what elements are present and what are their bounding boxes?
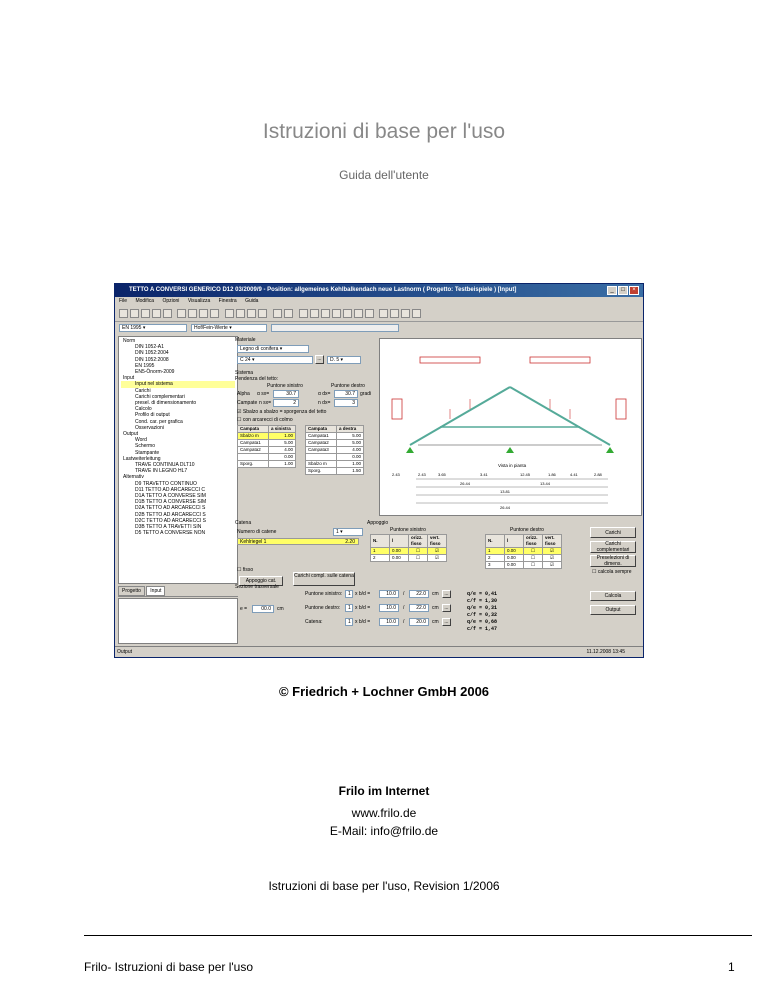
table-cell[interactable]: 3 bbox=[486, 562, 505, 569]
numero-catene-label: Numero di catene bbox=[237, 529, 277, 535]
result-line: c/f = 0,32 bbox=[467, 612, 498, 618]
preselezioni-button[interactable]: Preselezioni di dimens. bbox=[590, 555, 636, 567]
carichi-complementari-button[interactable]: Carichi complementari bbox=[590, 541, 636, 553]
diagram-label: 3.65 bbox=[438, 472, 446, 477]
sezione-row-label: Puntone sinistro: bbox=[305, 591, 343, 597]
fisso-check[interactable]: ☐ fisso bbox=[237, 567, 254, 573]
slash: / bbox=[403, 605, 405, 611]
result-line: q/e = 0,31 bbox=[467, 605, 498, 611]
sezione-b-input[interactable]: 10.0 bbox=[379, 604, 399, 612]
diagram-label: 2.43 bbox=[392, 472, 400, 477]
table-row[interactable] bbox=[238, 454, 296, 461]
appoggio-cat-button[interactable]: Appoggio cat. bbox=[239, 576, 283, 586]
tree-item[interactable]: EN5-Önorm-2009 bbox=[135, 369, 175, 376]
table-cell[interactable]: 0.00 bbox=[390, 555, 409, 562]
material-values-select[interactable]: Hof/Fein-Werte ▾ bbox=[191, 324, 267, 332]
table-row[interactable] bbox=[306, 433, 364, 440]
diagram-label: 12.45 bbox=[520, 472, 531, 477]
tree-item[interactable]: DIN 1052:2004 bbox=[135, 350, 169, 357]
menubar bbox=[115, 297, 643, 306]
result-line: q/e = 0,68 bbox=[467, 619, 498, 625]
status-right: 11.12.2008 13:45 bbox=[586, 649, 625, 655]
tree-item[interactable]: Carichi bbox=[135, 387, 151, 394]
tree-item[interactable]: TRAVE CONTINUA DLT10 bbox=[135, 462, 195, 469]
n-dx-label: n dx= bbox=[318, 400, 331, 406]
norm-select[interactable]: EN 1995 ▾ bbox=[119, 324, 187, 332]
table-row[interactable] bbox=[371, 548, 447, 555]
result-line: c/f = 1,30 bbox=[467, 598, 498, 604]
tree-item[interactable]: Cond. car. per grafica bbox=[135, 418, 183, 425]
tree-item[interactable]: DIN 1052:2008 bbox=[135, 356, 169, 363]
tree-item[interactable]: EN 1995 bbox=[135, 362, 155, 369]
sezione-unit: cm bbox=[432, 619, 439, 625]
table-cell[interactable]: Sporg. bbox=[306, 468, 337, 475]
tree-item[interactable]: Word bbox=[135, 437, 147, 444]
e-unit: cm bbox=[277, 606, 284, 612]
tree-item[interactable]: DIN 1052-A1 bbox=[135, 344, 164, 351]
copyright: © Friedrich + Lochner GmbH 2006 bbox=[278, 684, 490, 699]
appoggio-sin-label: Puntone sinistro bbox=[390, 527, 426, 533]
sezione-bd-label: x b/d = bbox=[355, 605, 371, 611]
table-cell[interactable]: 0.00 bbox=[337, 454, 364, 461]
diagram-label: 2.43 bbox=[418, 472, 426, 477]
tree-item[interactable]: Schermo bbox=[135, 443, 156, 450]
catena-label: Catena bbox=[235, 520, 252, 526]
roof-diagram bbox=[379, 338, 642, 516]
sezione-b-input[interactable]: 10.0 bbox=[379, 618, 399, 626]
tree-item[interactable]: TRAVE IN LEGNO HL7 bbox=[135, 468, 188, 475]
print-icon[interactable] bbox=[152, 309, 161, 318]
tree-item[interactable]: D2C TETTO AD ARCARECCI S bbox=[135, 517, 206, 524]
search-icon[interactable] bbox=[284, 309, 293, 318]
table-cell[interactable]: 0.00 bbox=[269, 454, 296, 461]
sezione-n-input[interactable]: 1 bbox=[345, 618, 353, 626]
alpha-label: Alpha bbox=[237, 391, 250, 397]
tree-item[interactable]: presel. di dimensionamento bbox=[135, 400, 197, 407]
table-header: a sinistra bbox=[269, 426, 296, 433]
table-cell[interactable]: 0.00 bbox=[505, 555, 524, 562]
app-screenshot bbox=[114, 283, 644, 658]
menu-modifica[interactable]: Modifica bbox=[135, 298, 155, 304]
table-cell[interactable]: Campata2 bbox=[238, 447, 269, 454]
table-header: Campata bbox=[238, 426, 269, 433]
tree-item[interactable]: D1B TETTO A CONVERSE SIM bbox=[135, 499, 207, 506]
tree-item[interactable]: Output bbox=[123, 431, 139, 438]
tool1-icon[interactable] bbox=[379, 309, 388, 318]
table-row[interactable] bbox=[306, 468, 364, 475]
pendenza-label: Pendenza del tetto: bbox=[235, 376, 279, 382]
table-cell[interactable]: 5.00 bbox=[337, 433, 364, 440]
arcarecci-check[interactable]: ☐ con arcarecci di colmo bbox=[237, 417, 293, 423]
grade-browse-button[interactable]: ... bbox=[315, 355, 324, 364]
puntone-des-label: Puntone destro bbox=[331, 383, 365, 389]
checkbox-cell[interactable]: ☑ bbox=[543, 548, 562, 555]
table-cell[interactable]: 0.00 bbox=[390, 548, 409, 555]
menu-visualizza[interactable]: Visualizza bbox=[187, 298, 211, 304]
menu-finestra[interactable]: Finestra bbox=[218, 298, 237, 304]
table-row[interactable] bbox=[306, 447, 364, 454]
checkbox-cell[interactable]: ☑ bbox=[543, 555, 562, 562]
status-left: Output bbox=[117, 649, 133, 655]
tree-item[interactable]: Input nel sistema bbox=[121, 381, 235, 387]
tree-item[interactable]: D5 TETTO A CONVERSE NON bbox=[135, 530, 206, 537]
diagram-label: 1.86 bbox=[548, 472, 556, 477]
calcola-sempre-check[interactable]: ☐ calcola sempre bbox=[592, 569, 632, 575]
undo-icon[interactable] bbox=[210, 309, 219, 318]
cut-icon[interactable] bbox=[177, 309, 186, 318]
diagram-label: 13.81 bbox=[500, 489, 511, 494]
numero-catene-select[interactable]: 1 ▾ bbox=[333, 528, 363, 536]
table-cell[interactable]: 0.00 bbox=[505, 548, 524, 555]
load-icon[interactable] bbox=[365, 309, 374, 318]
table-row[interactable] bbox=[306, 440, 364, 447]
sezione-b-input[interactable]: 10.0 bbox=[379, 590, 399, 598]
table-row[interactable] bbox=[371, 555, 447, 562]
table-cell[interactable]: 1 bbox=[486, 548, 505, 555]
sezione-n-input[interactable]: 1 bbox=[345, 604, 353, 612]
appoggio-label: Appoggio bbox=[367, 520, 389, 526]
sezione-d-input[interactable]: 22.0 bbox=[409, 590, 429, 598]
tree-item[interactable]: Input bbox=[123, 375, 135, 382]
table-header: Campata bbox=[306, 426, 337, 433]
carichi-catena-button[interactable]: Carichi compl. sulle catena bbox=[293, 572, 355, 586]
diagram-label: 26.44 bbox=[500, 505, 511, 510]
empty-select[interactable] bbox=[271, 324, 399, 332]
website-link[interactable]: www.frilo.de bbox=[351, 806, 417, 820]
table-cell[interactable]: Sbalzo m bbox=[238, 433, 269, 440]
sezione-label: Sezione trasversale bbox=[235, 584, 279, 590]
table-row[interactable] bbox=[306, 461, 364, 468]
table-cell[interactable]: Campata1 bbox=[306, 433, 337, 440]
navigation-tree bbox=[118, 336, 238, 584]
zoom-icon[interactable] bbox=[273, 309, 282, 318]
e-label: e = bbox=[240, 606, 248, 612]
sezione-row-label: Catena: bbox=[305, 619, 323, 625]
tree-item[interactable]: Lastweiterleitung bbox=[123, 455, 161, 462]
e-input[interactable]: 00.0 bbox=[252, 605, 274, 613]
sezione-unit: cm bbox=[432, 605, 439, 611]
maximize-icon[interactable]: □ bbox=[618, 286, 628, 295]
table-row[interactable] bbox=[238, 440, 296, 447]
alpha-sx-label: α sx= bbox=[257, 391, 270, 397]
frilo-heading: Frilo im Internet bbox=[338, 784, 430, 798]
tree-item[interactable]: D2A TETTO AD ARCARECCI S bbox=[135, 505, 206, 512]
diagram-label: 2.88 bbox=[594, 472, 602, 477]
sezione-n-input[interactable]: 1 bbox=[345, 590, 353, 598]
table-cell[interactable]: 2 bbox=[486, 555, 505, 562]
alpha-dx-label: α dx= bbox=[318, 391, 331, 397]
table-cell[interactable]: Sbalzo m bbox=[306, 461, 337, 468]
sezione-browse-button[interactable]: ... bbox=[442, 590, 451, 598]
alpha-unit: gradi bbox=[360, 391, 372, 397]
screen-icon[interactable] bbox=[258, 309, 267, 318]
table-header: vert. fisso bbox=[543, 535, 562, 548]
menu-file[interactable]: File bbox=[119, 298, 128, 304]
sezione-d-input[interactable]: 20.0 bbox=[409, 618, 429, 626]
new-icon[interactable] bbox=[119, 309, 128, 318]
menu-guida[interactable]: Guida bbox=[245, 298, 259, 304]
tree-item[interactable]: Osservazioni bbox=[135, 424, 164, 431]
table-cell[interactable]: 0.00 bbox=[505, 562, 524, 569]
sezione-bd-label: x b/d = bbox=[355, 619, 371, 625]
n-dx-input[interactable]: 3 bbox=[334, 399, 358, 407]
tab-input[interactable]: Input bbox=[146, 586, 165, 596]
tree-item[interactable]: Profilo di output bbox=[135, 412, 170, 419]
sistema-label: Sistema bbox=[235, 370, 254, 376]
alpha-sx-input[interactable]: 30.7 bbox=[273, 390, 299, 398]
result-line: c/f = 1,47 bbox=[467, 626, 498, 632]
output-button[interactable]: Output bbox=[590, 605, 636, 615]
slash: / bbox=[403, 619, 405, 625]
table-cell[interactable]: 4.00 bbox=[269, 447, 296, 454]
preview-icon[interactable] bbox=[163, 309, 172, 318]
diagram-label: 3.41 bbox=[480, 472, 488, 477]
document-title: Istruzioni di base per l'uso bbox=[262, 120, 506, 143]
tree-item[interactable]: D1A TETTO A CONVERSE SIM bbox=[135, 493, 206, 500]
appoggio-des-label: Puntone destro bbox=[510, 527, 544, 533]
paste-icon[interactable] bbox=[199, 309, 208, 318]
diagram-label: 26.44 bbox=[460, 481, 471, 486]
roof-drawing bbox=[380, 339, 641, 515]
app-title: TETTO A CONVERSI GENERICO D12 03/2009/9 - Position: allgemeines Kehlbalkendach neue Lastnorm ( Progetto: Testbeispiele ) [Input] bbox=[129, 287, 517, 293]
table-cell[interactable] bbox=[238, 454, 269, 461]
table-cell[interactable]: 1 bbox=[371, 548, 390, 555]
appoggio-left-table bbox=[370, 534, 447, 562]
close-icon[interactable]: × bbox=[629, 286, 639, 295]
table-cell[interactable]: Sporg. bbox=[238, 461, 269, 468]
checkbox-cell[interactable]: ☐ bbox=[524, 555, 543, 562]
table-cell[interactable]: 1.50 bbox=[337, 468, 364, 475]
table-cell[interactable]: 1.00 bbox=[269, 461, 296, 468]
span-right-table bbox=[305, 425, 364, 475]
m-icon[interactable] bbox=[321, 309, 330, 318]
sezione-d-input[interactable]: 22.0 bbox=[409, 604, 429, 612]
result-line: q/e = 0,41 bbox=[467, 591, 498, 597]
info-pane bbox=[118, 598, 238, 644]
table-cell[interactable]: 5.00 bbox=[269, 440, 296, 447]
table-row[interactable] bbox=[486, 555, 562, 562]
table-header: l bbox=[390, 535, 409, 548]
checkbox-cell[interactable]: ☑ bbox=[428, 555, 447, 562]
table-row[interactable] bbox=[486, 548, 562, 555]
copy-icon[interactable] bbox=[188, 309, 197, 318]
table-cell[interactable] bbox=[306, 454, 337, 461]
table-row[interactable] bbox=[486, 562, 562, 569]
table-header: N. bbox=[486, 535, 505, 548]
tree-tabs bbox=[118, 586, 238, 597]
table-header: vert. fisso bbox=[428, 535, 447, 548]
grade-select[interactable]: C 24 ▾ bbox=[237, 356, 313, 364]
tool3-icon[interactable] bbox=[401, 309, 410, 318]
table-header: l bbox=[505, 535, 524, 548]
output-icon[interactable] bbox=[236, 309, 245, 318]
tab-progetto[interactable]: Progetto bbox=[118, 586, 145, 596]
tree-item[interactable]: D2B TETTO AD ARCARECCI S bbox=[135, 511, 206, 518]
campate-label: Campate bbox=[237, 400, 258, 406]
status-bar bbox=[115, 646, 643, 657]
table-cell[interactable]: 2 bbox=[371, 555, 390, 562]
table-row[interactable] bbox=[238, 447, 296, 454]
tree-item[interactable]: Carichi complementari bbox=[135, 393, 185, 400]
materiale-label: Materiale bbox=[235, 337, 256, 343]
checkbox-cell[interactable]: ☐ bbox=[409, 548, 428, 555]
sezione-row-label: Puntone destro: bbox=[305, 605, 341, 611]
wood-type-select[interactable]: Legno di conifera ▾ bbox=[237, 345, 309, 353]
appoggio-right-table bbox=[485, 534, 562, 569]
tree-item[interactable]: Alternativ bbox=[123, 474, 144, 481]
sezione-unit: cm bbox=[432, 591, 439, 597]
table-cell[interactable]: 5.00 bbox=[337, 440, 364, 447]
table-header: orizz. fisso bbox=[409, 535, 428, 548]
table-row[interactable] bbox=[238, 461, 296, 468]
table-cell[interactable]: 1.00 bbox=[269, 433, 296, 440]
checkbox-cell[interactable]: ☑ bbox=[543, 562, 562, 569]
checkbox-cell[interactable]: ☐ bbox=[524, 562, 543, 569]
slash: / bbox=[403, 591, 405, 597]
document-subtitle: Guida dell'utente bbox=[339, 168, 429, 182]
toolbar bbox=[115, 307, 643, 322]
diagram-label-vista: Vista in pianta bbox=[498, 463, 527, 468]
tree-item[interactable]: Calcolo bbox=[135, 406, 152, 413]
tree-item[interactable]: D3B TETTO A TRAVETTI SIN bbox=[135, 524, 202, 531]
sezione-browse-button[interactable]: ... bbox=[442, 604, 451, 612]
n-sx-label: n sx= bbox=[259, 400, 272, 406]
app-titlebar bbox=[115, 284, 643, 297]
calc-icon[interactable] bbox=[225, 309, 234, 318]
sezione-bd-label: x b/d = bbox=[355, 591, 371, 597]
email-link[interactable]: E-Mail: info@frilo.de bbox=[329, 824, 439, 838]
dim-icon[interactable] bbox=[354, 309, 363, 318]
support-icon[interactable] bbox=[343, 309, 352, 318]
checkbox-cell[interactable]: ☑ bbox=[428, 548, 447, 555]
diagram-label: 4.41 bbox=[570, 472, 578, 477]
checkbox-cell[interactable]: ☐ bbox=[409, 555, 428, 562]
table-cell[interactable]: Campata1 bbox=[238, 440, 269, 447]
class-select[interactable]: D. 5 ▾ bbox=[327, 356, 361, 364]
calcola-button[interactable]: Calcola bbox=[590, 591, 636, 601]
n-sx-input[interactable]: 2 bbox=[273, 399, 299, 407]
menu-opzioni[interactable]: Opzioni bbox=[162, 298, 180, 304]
sezione-browse-button[interactable]: ... bbox=[442, 618, 451, 626]
results bbox=[467, 591, 497, 633]
carichi-button[interactable]: Carichi bbox=[590, 527, 636, 538]
table-row[interactable] bbox=[306, 454, 364, 461]
diagram-label: 13.44 bbox=[540, 481, 551, 486]
minimize-icon[interactable]: _ bbox=[607, 286, 617, 295]
table-cell[interactable]: Campata3 bbox=[306, 447, 337, 454]
footer-left: Frilo- Istruzioni di base per l'uso bbox=[84, 960, 254, 974]
tool4-icon[interactable] bbox=[412, 309, 421, 318]
tree-item[interactable]: Norm bbox=[123, 338, 136, 344]
tree-item[interactable]: Stampante bbox=[135, 449, 160, 456]
table-header: N. bbox=[371, 535, 390, 548]
open-icon[interactable] bbox=[130, 309, 139, 318]
table-cell[interactable]: 4.00 bbox=[337, 447, 364, 454]
table-cell[interactable]: Campata2 bbox=[306, 440, 337, 447]
tool2-icon[interactable] bbox=[390, 309, 399, 318]
q-icon[interactable] bbox=[332, 309, 341, 318]
save-icon[interactable] bbox=[141, 309, 150, 318]
table-cell[interactable]: 1.00 bbox=[337, 461, 364, 468]
catena-row[interactable]: Kehlriegel 1 2.20 bbox=[237, 538, 359, 545]
sbalzo-check[interactable]: ☑ Sbalzo a sbalzo = sporgenza del tetto bbox=[237, 409, 327, 415]
table-header: orizz. fisso bbox=[524, 535, 543, 548]
puntone-sin-label: Puntone sinistro bbox=[267, 383, 303, 389]
table-header: a destra bbox=[337, 426, 364, 433]
view-icon[interactable] bbox=[299, 309, 308, 318]
table-row[interactable] bbox=[238, 433, 296, 440]
checkbox-cell[interactable]: ☐ bbox=[524, 548, 543, 555]
page-number: 1 bbox=[728, 960, 735, 974]
word-icon[interactable] bbox=[247, 309, 256, 318]
span-left-table bbox=[237, 425, 296, 468]
footer-divider bbox=[84, 935, 752, 936]
tree-item[interactable]: D11 TETTO AD ARCARECCI C bbox=[135, 486, 206, 493]
tree-item[interactable]: D9 TRAVETTO CONTINUO bbox=[135, 480, 197, 487]
alpha-dx-input[interactable]: 30.7 bbox=[334, 390, 358, 398]
n-icon[interactable] bbox=[310, 309, 319, 318]
revision-note: Istruzioni di base per l'uso, Revision 1/2006 bbox=[268, 879, 500, 893]
